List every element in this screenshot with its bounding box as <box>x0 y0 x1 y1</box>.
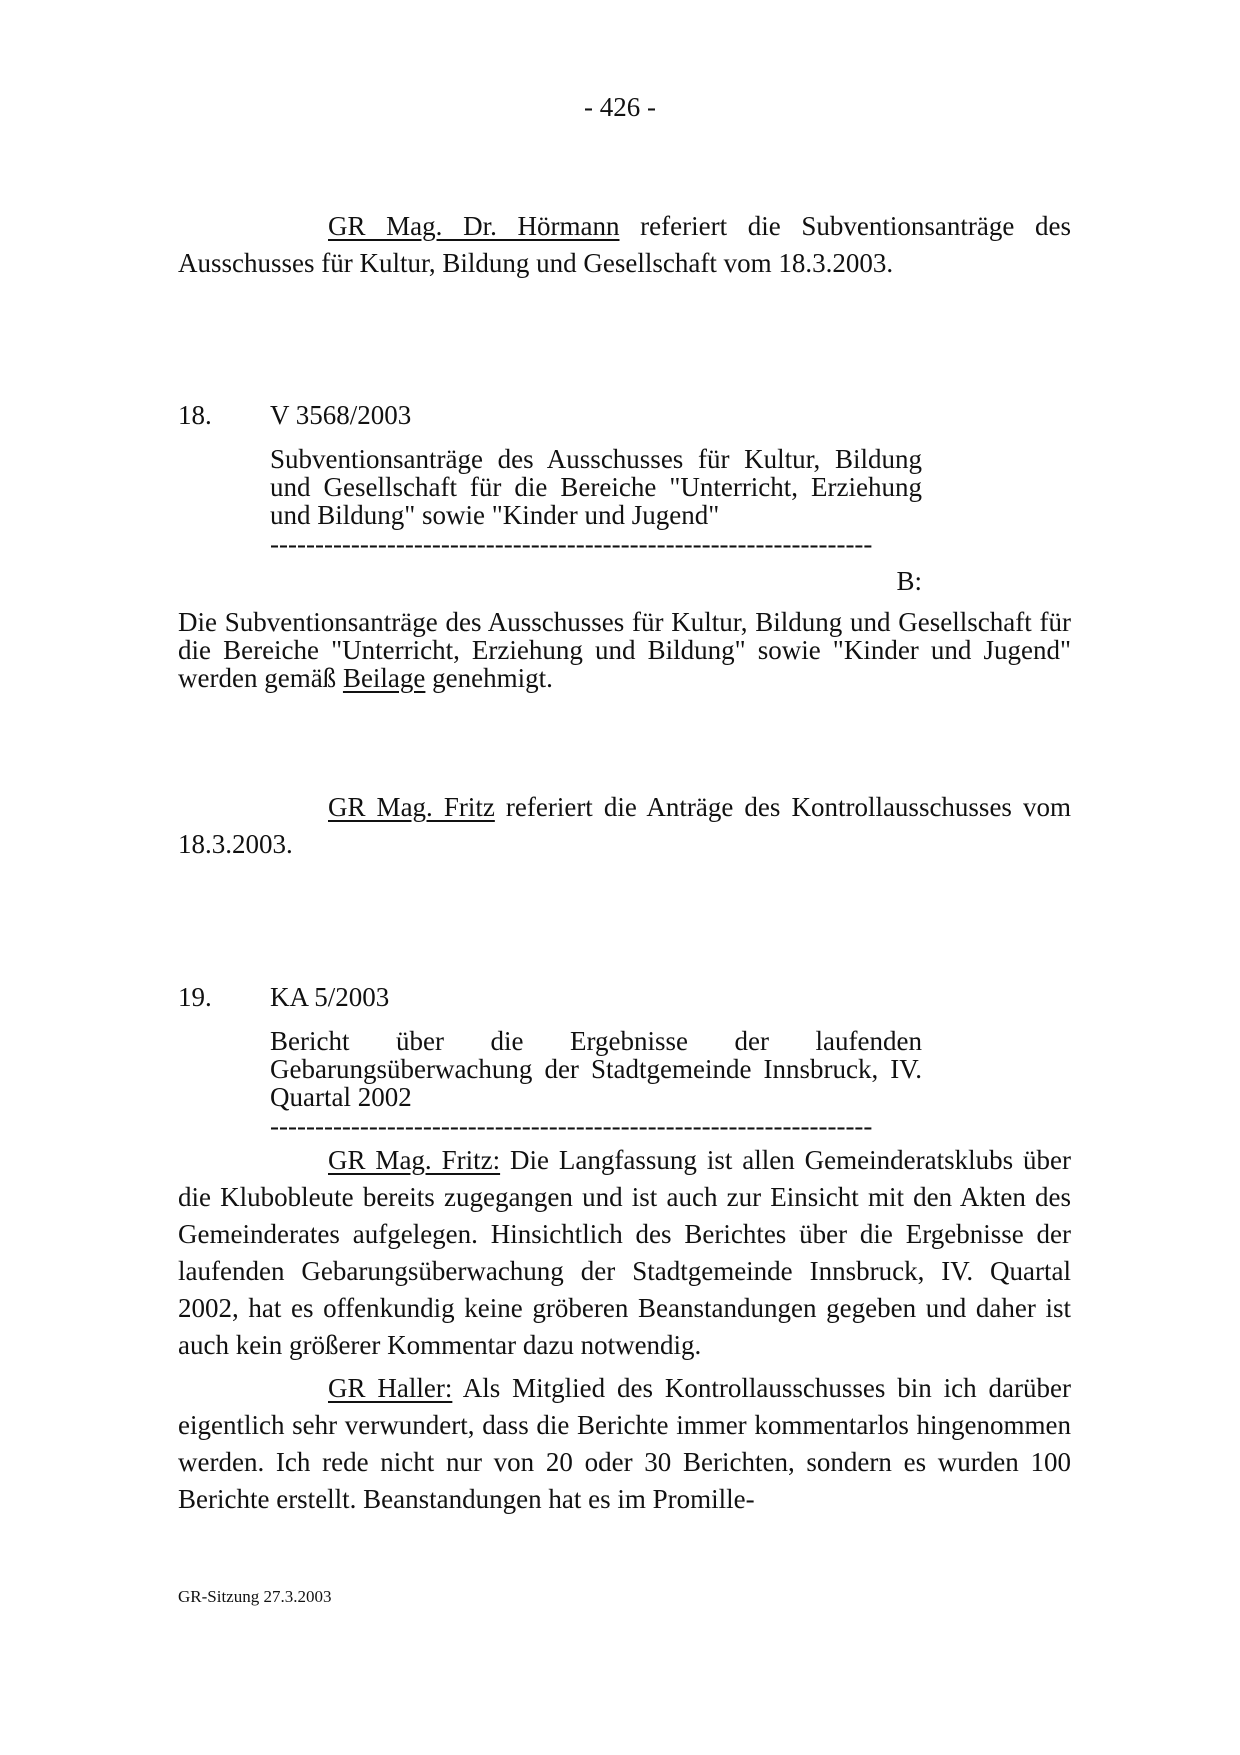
agenda-item-subject: Subventionsanträge des Ausschusses für Kultur, Bildung und Gesellschaft für die Bereiche "Unterricht, Erziehung und Bildung" sowie "Kinder und Jugend" <box>270 444 922 530</box>
intro-text: referiert die Anträge des Kontrollausschusses vom 18.3.2003. <box>178 792 1071 859</box>
intro-paragraph-hoermann <box>178 208 1071 282</box>
agenda-item-number: 18. <box>178 400 212 430</box>
agenda-item-number: 19. <box>178 982 212 1012</box>
agenda-item-code: KA 5/2003 <box>270 982 390 1012</box>
statement-fritz <box>178 1142 1071 1364</box>
page-footer: GR-Sitzung 27.3.2003 <box>178 1587 332 1606</box>
speaker-name: GR Mag. Dr. Hörmann <box>328 211 620 241</box>
resolution-text <box>178 608 1071 692</box>
separator-line: ------------------------------------------------------------------- <box>270 530 873 558</box>
page-number: - 426 - <box>584 92 656 122</box>
separator-line: ------------------------------------------------------------------- <box>270 1112 873 1140</box>
intro-text: referiert die Subventionsanträge des Ausschusses für Kultur, Bildung und Gesellschaft vom 18.3.2003. <box>178 211 1071 278</box>
speaker-name: GR Mag. Fritz: <box>328 1145 501 1175</box>
speaker-name: GR Haller: <box>328 1373 453 1403</box>
agenda-item-subject: Bericht über die Ergebnisse der laufenden Gebarungsüberwachung der Stadtgemeinde Innsbruck, IV. Quartal 2002 <box>270 1026 922 1112</box>
intro-paragraph-fritz <box>178 789 1071 863</box>
attachment-reference: Beilage <box>342 663 426 693</box>
statement-text: Als Mitglied des Kontrollausschusses bin ich darüber eigentlich sehr verwundert, dass die Berichte immer kommentarlos hingenommen werden. Ich rede nicht nur von 20 oder 30 Berichten, sondern es wurden 100 Berichte erstellt. Beanstandungen hat es im Promille- <box>178 1373 1071 1514</box>
resolution-pre: Die Subventionsanträge des Ausschusses für Kultur, Bildung und Gesellschaft für die Bereiche "Unterricht, Erziehung und Bildung" sowie "Kinder und Jugend" werden gemäß <box>178 607 1071 693</box>
statement-text: Die Langfassung ist allen Gemeinderatsklubs über die Klubobleute bereits zugegangen und ist auch zur Einsicht mit den Akten des Gemeinderates aufgelegen. Hinsichtlich des Berichtes über die Ergebnisse der laufenden Gebarungsüberwachung der Stadtgemeinde Innsbruck, IV. Quartal 2002, hat es offenkundig keine gröberen Beanstandungen gegeben und daher ist auch kein größerer Kommentar dazu notwendig. <box>178 1145 1071 1360</box>
speaker-name: GR Mag. Fritz <box>328 792 495 822</box>
statement-haller <box>178 1370 1071 1518</box>
resolution-post: genehmigt. <box>425 663 553 693</box>
agenda-item-code: V 3568/2003 <box>270 400 412 430</box>
resolution-label: B: <box>896 566 922 596</box>
